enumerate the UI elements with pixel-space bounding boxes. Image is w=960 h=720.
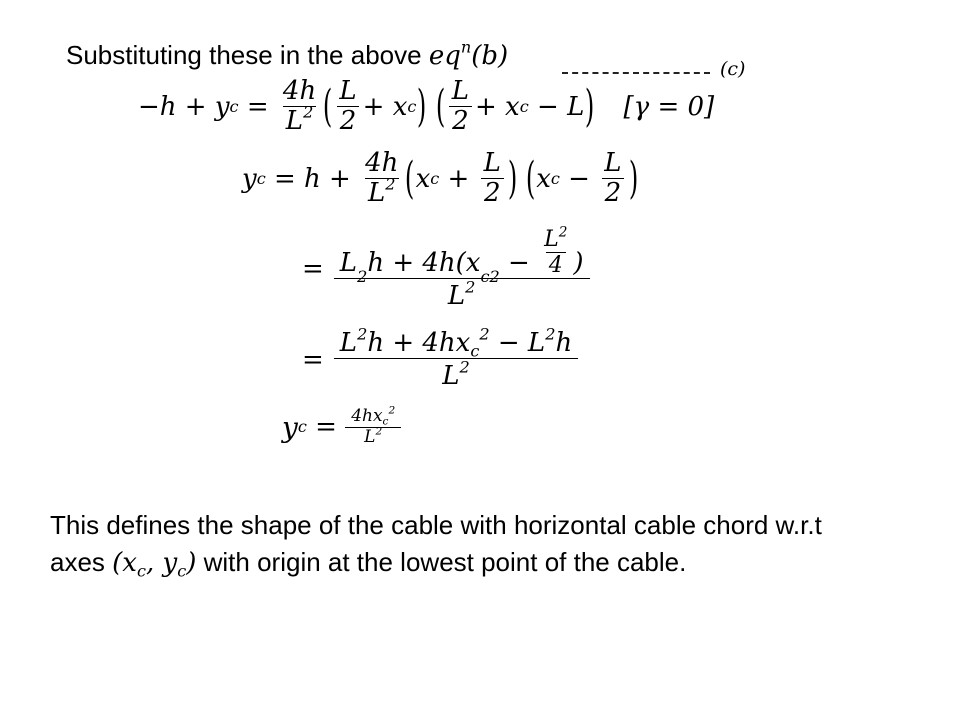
eq1-paren-close-2: ) — [585, 80, 595, 132]
eq2-p1-fraction — [481, 150, 504, 208]
eq2-rhs-start: = h + — [265, 163, 360, 194]
eq5-den-base: L — [364, 426, 376, 447]
eq4-num-a: L — [339, 328, 358, 358]
eq4-den-base: L — [442, 361, 460, 392]
eq3-den-base: L — [447, 281, 466, 312]
eq4-num-b-exp: 2 — [479, 324, 490, 344]
eq1-p1-fraction — [336, 78, 359, 136]
eq2-p1-num: L — [483, 148, 501, 178]
eq1-frac-den-base: L — [285, 106, 304, 137]
eq2-p2-x: x — [536, 163, 551, 194]
conclusion-axes-close: ) — [186, 548, 197, 578]
eq2-lhs: y — [242, 163, 257, 194]
eq3-denominator — [334, 278, 590, 310]
eq3-inner-num-base: L — [544, 227, 559, 252]
eq1-equals: = — [238, 91, 277, 122]
eq1-paren-open-1: ( — [323, 80, 333, 132]
intro-text: Substituting these in the above — [66, 40, 429, 70]
eq3-numerator: L 2 h + 4h(x c 2 − $\frac{L^2}{4}$ ) — [339, 224, 584, 287]
intro-eq-label: (b) — [471, 41, 509, 71]
eq5-num-sub: c — [382, 415, 389, 428]
eq1-fraction — [280, 78, 319, 136]
eq2-frac-den — [365, 175, 399, 209]
equation-3 — [302, 224, 590, 312]
eq3-inner-fraction — [541, 224, 570, 279]
eq3-inner-den: 4 — [546, 252, 566, 277]
eq2-p2-den: 2 — [602, 178, 625, 207]
conclusion-line-1: This defines the shape of the cable with horizontal cable chord w.r.t — [50, 510, 822, 540]
eq1-lhs: −h + y — [138, 91, 230, 122]
eq5-denominator — [345, 427, 401, 447]
eq2-paren-close-1: ) — [507, 152, 518, 204]
eq4-num-a-exp: 2 — [357, 324, 368, 344]
eq3-num-a: L — [339, 247, 358, 278]
eq4-fraction — [337, 324, 575, 392]
eq2-p2-num: L — [604, 148, 622, 178]
eq5-num-exp: 2 — [388, 404, 396, 417]
eq3-inner-num-exp: 2 — [558, 224, 568, 241]
eq4-denominator — [334, 358, 578, 390]
eq4-num-c-exp: 2 — [545, 324, 556, 344]
conclusion-axes-sub1: c — [136, 561, 146, 581]
eq3-inner-num — [541, 224, 570, 252]
eq2-p2-op: − — [559, 163, 599, 194]
eq3-equals: = — [302, 254, 324, 285]
intro-eq-superscript: n — [460, 37, 472, 57]
intro-eq-symbol: eq — [428, 41, 461, 71]
intro-sentence — [66, 37, 509, 71]
eq3-num-op: − — [499, 247, 539, 278]
eq5-lhs: y — [282, 410, 298, 444]
eq2-paren-close-2: ) — [628, 152, 638, 204]
eq3-fraction — [337, 224, 587, 312]
eq2-p2-fraction — [601, 150, 624, 208]
eq2-frac-den-base: L — [368, 178, 386, 209]
equation-2: y c = h + $\frac{4h}{L^2}$ ( x c + $\frac{L}{2}$ ) ( x c − $\frac{L}{2}$ ) — [242, 148, 638, 209]
eq1-p2-num: L — [451, 76, 469, 106]
eq1-p2-rest: + x — [475, 91, 520, 122]
eq1-condition: [γ = 0] — [623, 91, 715, 122]
conclusion-paragraph — [50, 507, 950, 582]
equation-1: −h + y c = $\frac{4h}{L^2}$ ( $\frac{L}{2}$ + x c ) ( $\frac{L}{2}$ + x c − L ) [γ = 0] — [138, 76, 715, 137]
eq2-fraction — [362, 150, 401, 208]
eq1-p1-num: L — [339, 76, 357, 106]
eq5-fraction — [348, 404, 398, 447]
equation-5: y c = $\frac{4hx_c^2}{L^2}$ — [282, 408, 401, 447]
eq3-num-b: h + 4h(x — [367, 247, 481, 278]
eq1-p1-den: 2 — [337, 106, 360, 135]
eq1-p2-tail: − L — [528, 91, 585, 122]
conclusion-line-2-rest: with origin at the lowest point of the cable. — [196, 547, 687, 577]
eq4-num-d: h — [555, 328, 573, 358]
conclusion-axes-sub2: c — [177, 561, 187, 581]
conclusion-line-2 — [50, 544, 950, 582]
eq5-equals: = — [306, 412, 346, 443]
dashed-leader-line — [562, 72, 710, 74]
eq4-num-c: − L — [489, 328, 546, 358]
eq5-num: 4hx — [351, 406, 383, 426]
eq5-den-exp: 2 — [375, 425, 383, 438]
conclusion-axes-word: axes — [50, 547, 113, 577]
eq2-paren-open-1: ( — [405, 152, 415, 204]
eq5-numerator — [348, 404, 398, 428]
eq2-paren-open-2: ( — [525, 152, 536, 204]
eq4-num-b: h + 4hx — [367, 328, 471, 358]
eq2-frac-num: 4h — [365, 148, 399, 178]
eq4-numerator — [337, 324, 575, 361]
eq4-equals: = — [302, 345, 324, 376]
eq1-p2-fraction — [449, 78, 472, 136]
eq1-frac-num: 4h — [282, 76, 317, 106]
eq1-paren-close-1: ) — [417, 80, 427, 132]
eq3-close-paren: ) — [573, 247, 584, 278]
conclusion-axes-mid: , y — [146, 548, 178, 578]
eq2-frac-den-exp: 2 — [385, 175, 396, 195]
eq2-p1-op: + — [439, 163, 478, 194]
eq3-den-exp: 2 — [465, 277, 476, 297]
eq1-p1-rest: + x — [362, 91, 408, 122]
eq1-paren-open-2: ( — [435, 80, 445, 132]
eq4-num-b-sub: c — [470, 341, 480, 361]
conclusion-axes-open: (x — [112, 548, 137, 578]
eq2-p1-x: x — [415, 163, 431, 194]
eq1-p2-den: 2 — [449, 106, 472, 135]
eq1-frac-den — [283, 103, 317, 137]
equation-4 — [302, 324, 578, 392]
eq2-p1-den: 2 — [481, 178, 504, 207]
eq4-den-exp: 2 — [459, 358, 470, 378]
eq1-frac-den-exp: 2 — [303, 103, 314, 123]
equation-reference-c: (c) — [720, 58, 746, 80]
